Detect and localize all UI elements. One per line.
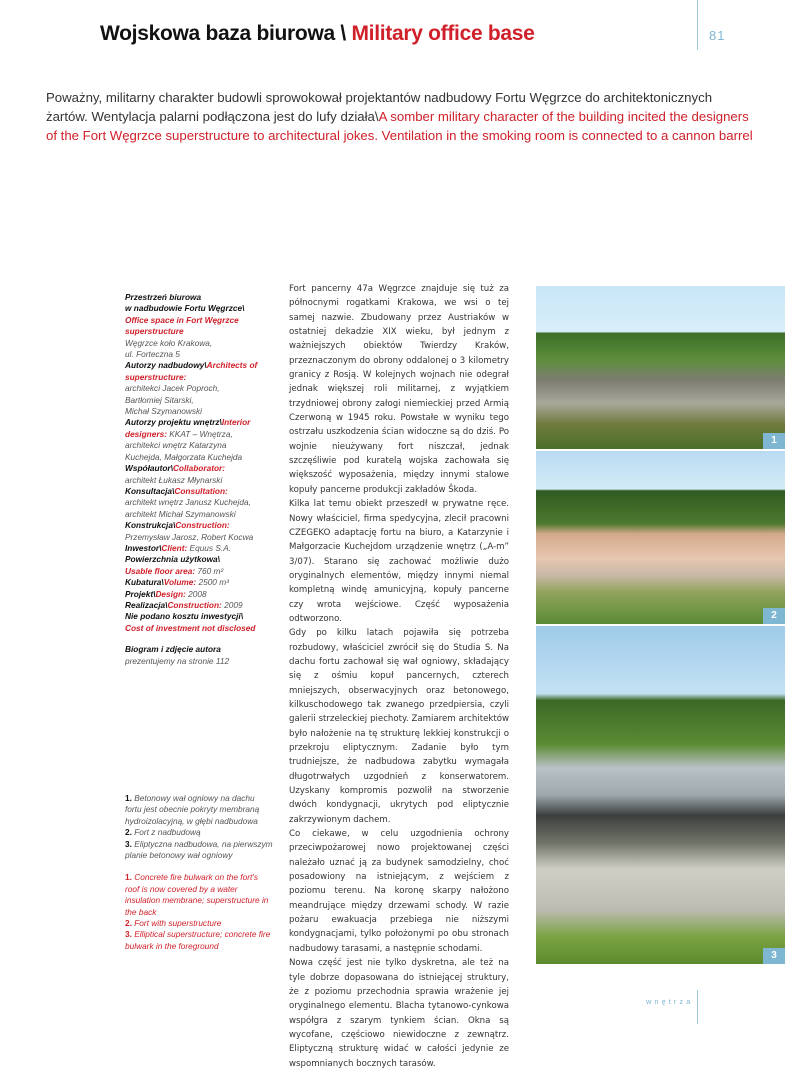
client-label-pl: Inwestor\ — [125, 542, 162, 553]
collab-label-pl: Współautor\ — [125, 463, 173, 474]
article-body — [289, 282, 509, 1071]
photo-number-badge: 3 — [763, 948, 785, 964]
construction-engineers: Przemysław Jarosz, Robert Kocwa — [125, 531, 254, 542]
design-value: 2008 — [185, 588, 207, 599]
client-label-en: Client: — [161, 542, 188, 553]
collab-label-en: Collaborator: — [172, 463, 226, 474]
architects-label-en: Architects of superstructure: — [125, 360, 258, 382]
caption-text: Betonowy wał ogniowy na dachu fortu jest obecnie pokryty membraną hydroizolacyjną, w głębi nadbudowa — [125, 793, 260, 826]
design-label-pl: Projekt\ — [125, 588, 156, 599]
caption-text: Fort with superstructure — [131, 918, 222, 929]
lead-polish: Poważny, militarny charakter budowli sprowokował projektantów nadbudowy Fortu Węgrzce do architektonicznych żartów. Wentylacja palarni podłączona jest do lufy działa\ — [46, 90, 713, 124]
area-label-pl: Powierzchnia użytkowa\ — [125, 554, 220, 565]
magazine-name: wnętrza — [646, 997, 694, 1006]
project-info-sidebar — [125, 292, 273, 667]
architects-2: Bartłomiej Sitarski, — [125, 394, 194, 405]
caption-pl-1 — [125, 793, 273, 827]
realization-label-pl: Realizacja\ — [125, 599, 168, 610]
caption-text: Eliptyczna nadbudowa, na pierwszym planie betonowy wał ogniowy — [125, 838, 273, 861]
caption-en-3 — [125, 929, 273, 952]
interior-3: Kuchejda, Małgorzata Kuchejda — [125, 451, 243, 462]
footer-divider-line — [697, 990, 698, 1024]
caption-text: Elliptical superstructure; concrete fire bulwark in the foreground — [125, 929, 271, 951]
body-paragraph-1: Fort pancerny 47a Węgrzce znajduje się tuż za północnymi rogatkami Krakowa, we wsi o tej samej nazwie. Zbudowany przez Austriaków w ostatniej dekadzie XIX wieku, był jednym z ważniejszych obiektów Twierdzy Kraków, przeznaczonym do obrony oddalonej o 3 kilometry granicy z Rosją. W kolejnych wojnach nie odegrał jednak większej roli militarnej, z wyjątkiem trzydniowej obrony załogi niemieckiej przed Armią Czerwoną w 1945 roku. Powstałe w wyniku tego ostrzału uszkodzenia ścian widoczne są do dziś. Po wojnie nieużywany fort niszczał, jednak szczęśliwie pod kuratelą wojska zachowała się większość wyposażenia, między innymi stalowe kopuły pancerne produkcji zakładów Škoda. — [289, 284, 509, 495]
client-value: Equus S.A. — [187, 542, 232, 553]
bio-label: Biogram i zdjęcie autora — [125, 644, 221, 655]
caption-number: 2. — [125, 918, 132, 929]
photo-number-badge: 1 — [763, 433, 785, 449]
caption-en-2 — [125, 918, 273, 929]
interior-2: architekci wnętrz Katarzyna — [125, 440, 227, 451]
collaborator: architekt Łukasz Młynarski — [125, 474, 223, 485]
photo-fire-bulwark — [536, 286, 785, 449]
caption-text: Fort z nadbudową — [131, 827, 201, 838]
caption-number: 3. — [125, 929, 132, 940]
consult-2: architekt Michał Szymanowski — [125, 508, 236, 519]
area-value: 760 m² — [195, 565, 224, 576]
page-title — [100, 22, 535, 46]
volume-value: 2500 m³ — [196, 577, 229, 588]
photo-fort-with-superstructure — [536, 451, 785, 624]
consult-label-en: Consultation: — [174, 485, 228, 496]
volume-label-en: Volume: — [163, 577, 197, 588]
design-label-en: Design: — [155, 588, 186, 599]
consult-1: architekt wnętrz Janusz Kuchejda, — [125, 497, 251, 508]
body-paragraph-3: Gdy po kilku latach pojawiła się potrzeba rozbudowy, właściciel zwrócił się do Studia S. Na dachu fortu zachował się wał ogniowy, składający się z ośmiu kopuł pancernych, czterech mniejszych, obserwacyjnych oraz betonowego, kilkuschodowego tak zwanego przedpiersia, czyli galerii strzeleckiej piechoty. Zamiarem architektów było nałożenie na tę strukturę lekkiej konstrukcji o przekroju eliptycznym. Zadanie było tym trudniejsze, że nadbudowa zabytku wymagała długotrwałych uzgodnień z konserwatorem. Uzyskany kompromis pozwolił na stworzenie dwóch kondygnacji, ukrytych pod eliptycznie zakrzywionym dachem. — [289, 628, 509, 825]
caption-number: 3. — [125, 838, 132, 849]
caption-pl-2 — [125, 827, 273, 838]
caption-text: Concrete fire bulwark on the fort's roof is now covered by a water insulation membrane; superstructure in the back — [125, 872, 269, 917]
interior-1: KKAT – Wnętrza, — [166, 428, 233, 439]
body-paragraph-4: Co ciekawe, w celu uzgodnienia ochrony przeciwpożarowej nowo projektowanej części należało uznać ją za budynek samodzielny, choć posadowiony na istniejącym, z wejściem z poziomu terenu. Na koronę skarpy nałożono meandrujące między drzewami schody. W razie pożaru ewakuacja przebiega nie niższymi kondygnacjami, tylko położonymi po obu stronach nadbudowy tarasami, a następnie schodami. — [289, 829, 509, 954]
lead-paragraph — [46, 88, 756, 145]
spacer — [125, 634, 273, 644]
consult-label-pl: Konsultacja\ — [125, 485, 175, 496]
spacer — [125, 861, 273, 872]
photo-elliptical-superstructure — [536, 626, 785, 964]
caption-number: 2. — [125, 827, 132, 838]
architects-1: architekci Jacek Poproch, — [125, 383, 220, 394]
body-paragraph-5: Nowa część jest nie tylko dyskretna, ale też na tyle dobrze dopasowana do istniejącej struktury, że z poziomu przechodnia sprawia wrażenie jej oryginalnego elementu. Blacha tytanowo-cynkowa współgra z szarym tynkiem ścian. Okna są wycofane, częściowo niewidoczne z zewnątrz. Eliptyczną strukturę widać w całości jedynie ze wspomnianych bocznych tarasów. — [289, 958, 509, 1069]
bio-text: prezentujemy na stronie 112 — [125, 655, 230, 666]
page-number: 81 — [709, 28, 726, 43]
caption-number: 1. — [125, 872, 132, 883]
project-name-pl-2: w nadbudowie Fortu Węgrzce\ — [125, 303, 245, 314]
realization-label-en: Construction: — [167, 599, 222, 610]
interior-label-en: Interior designers: — [125, 417, 251, 439]
address-line-1: Węgrzce koło Krakowa, — [125, 337, 213, 348]
realization-value: 2009 — [221, 599, 243, 610]
title-polish: Wojskowa baza biurowa \ — [100, 22, 352, 45]
project-name-pl: Przestrzeń biurowa — [125, 292, 202, 302]
constr-label-pl: Konstrukcja\ — [125, 520, 176, 531]
architects-3: Michał Szymanowski — [125, 406, 202, 417]
cost-pl: Nie podano kosztu inwestycji\ — [125, 611, 244, 622]
interior-label-pl: Autorzy projektu wnętrz\ — [125, 417, 222, 428]
caption-pl-3 — [125, 839, 273, 862]
caption-number: 1. — [125, 793, 132, 803]
cost-en: Cost of investment not disclosed — [125, 622, 256, 633]
constr-label-en: Construction: — [175, 520, 230, 531]
caption-en-1 — [125, 872, 273, 918]
photo-number-badge: 2 — [763, 608, 785, 624]
photo-captions — [125, 793, 273, 952]
address-line-2: ul. Forteczna 5 — [125, 349, 180, 360]
area-label-en: Usable floor area: — [125, 565, 196, 576]
architects-label-pl: Autorzy nadbudowy\ — [125, 360, 207, 371]
header-divider-line — [697, 0, 698, 50]
body-paragraph-2: Kilka lat temu obiekt przeszedł w prywatne ręce. Nowy właściciel, firma spedycyjna, zlecił pracowni CZEGEKO adaptację fortu na biuro, a Katarzynie i Małgorzacie Kuchejdom urządzenie wnętrz („A-m” 3/07). Starano się zachować możliwie dużo oryginalnych elementów, między innymi niemal kompletną windę amunicyjną, kopuły pancerne czy wrota wejściowe. Część wyposażenia odtworzono. — [289, 499, 509, 624]
title-english: Military office base — [351, 22, 535, 45]
volume-label-pl: Kubatura\ — [125, 577, 164, 588]
lead-english: A somber military character of the building incited the designers of the Fort Węgrzce superstructure to architectural jokes. Ventilation in the smoking room is connected to a cannon barrel — [46, 109, 753, 143]
project-name-en: Office space in Fort Węgrzce superstructure — [125, 314, 239, 337]
